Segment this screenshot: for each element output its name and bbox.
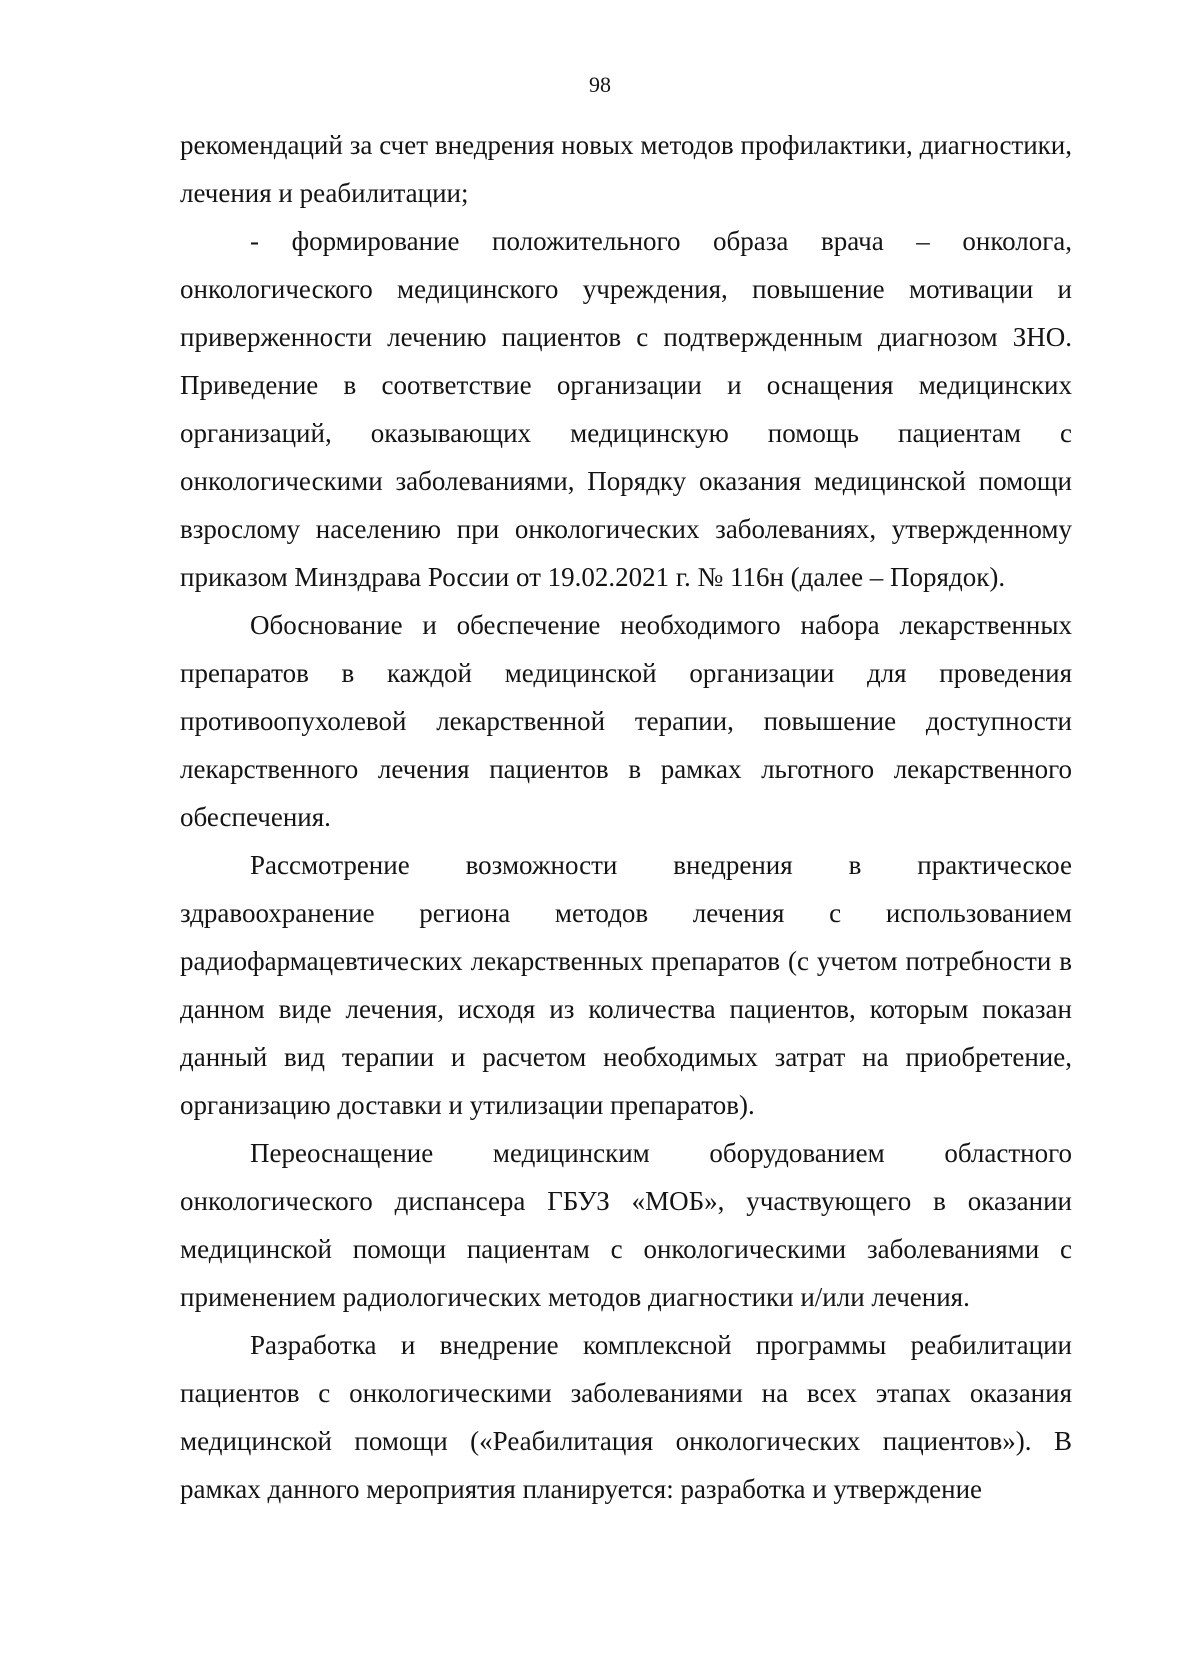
paragraph-radiopharmaceuticals: Рассмотрение возможности внедрения в практическое здравоохранение региона методов лечения с использованием радиофармацевтических лекарственных препаратов (с учетом потребности в данном виде лечения, исходя из количества пациентов, которым показан данный вид терапии и расчетом необходимых затрат на приобретение, организацию доставки и утилизации препаратов). <box>180 850 1072 1120</box>
page-number: 98 <box>589 72 611 97</box>
document-body <box>180 121 1072 1513</box>
paragraph-drug-supply: Обоснование и обеспечение необходимого набора лекарственных препаратов в каждой медицинской организации для проведения противоопухолевой лекарственной терапии, повышение доступности лекарственного лечения пациентов в рамках льготного лекарственного обеспечения. <box>180 610 1072 832</box>
paragraph-recommendations-continuation: рекомендаций за счет внедрения новых методов профилактики, диагностики, лечения и реабилитации; <box>180 130 1072 208</box>
paragraph-positive-image: - формирование положительного образа врача – онколога, онкологического медицинского учреждения, повышение мотивации и приверженности лечению пациентов с подтвержденным диагнозом ЗНО. Приведение в соответствие организации и оснащения медицинских организаций, оказывающих медицинскую помощь пациентам с онкологическими заболеваниями, Порядку оказания медицинской помощи взрослому населению при онкологических заболеваниях, утвержденному приказом Минздрава России от 19.02.2021 г. № 116н (далее – Порядок). <box>180 226 1072 592</box>
paragraph-rehabilitation: Разработка и внедрение комплексной программы реабилитации пациентов с онкологическими заболеваниями на всех этапах оказания медицинской помощи («Реабилитация онкологических пациентов»). В рамках данного мероприятия планируется: разработка и утверждение <box>180 1330 1072 1504</box>
paragraph-equipment: Переоснащение медицинским оборудованием областного онкологического диспансера ГБУЗ «МОБ», участвующего в оказании медицинской помощи пациентам с онкологическими заболеваниями с применением радиологических методов диагностики и/или лечения. <box>180 1138 1072 1312</box>
